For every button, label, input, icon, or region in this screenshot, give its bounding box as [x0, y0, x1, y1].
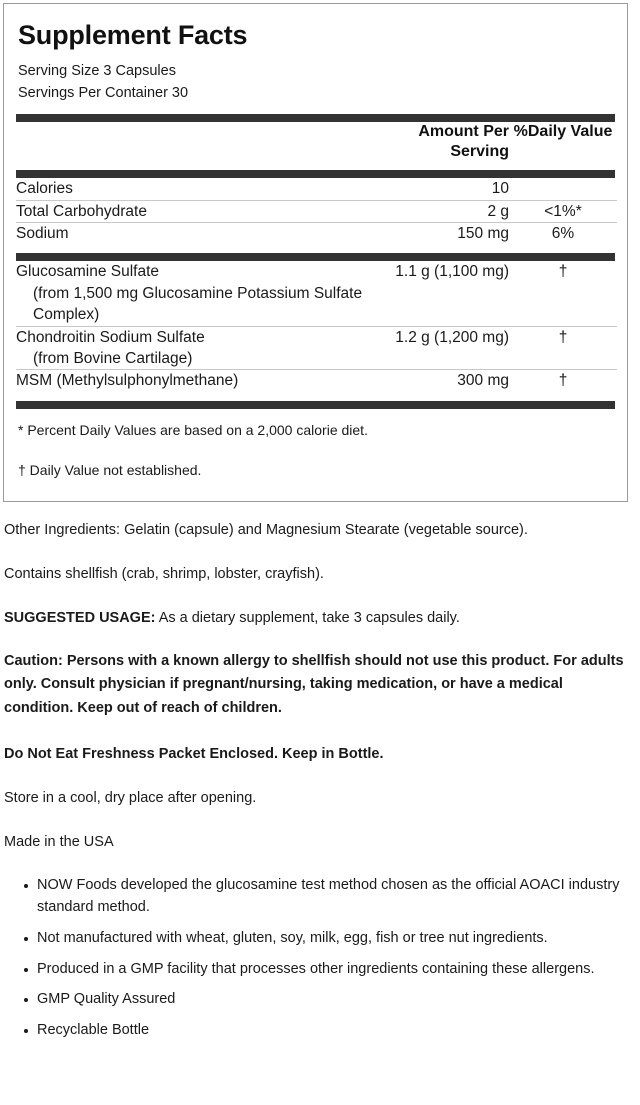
nutrient-name: MSM (Methylsulphonylmethane): [16, 370, 384, 392]
table-row: [16, 223, 617, 245]
nutrient-daily-value: <1%*: [509, 200, 617, 222]
nutrient-name-source: (from Bovine Cartilage): [33, 349, 193, 367]
supplement-facts-panel: [3, 3, 628, 502]
storage-text: Store in a cool, dry place after opening.: [4, 790, 257, 807]
nutrient-name-main: Glucosamine Sulfate: [16, 263, 160, 281]
nutrient-name-source: (from 1,500 mg Glucosamine Potassium Sulfate Complex): [33, 284, 363, 324]
list-item: Not manufactured with wheat, gluten, soy, milk, egg, fish or tree nut ingredients.: [37, 928, 629, 950]
header-spacer: [16, 122, 384, 161]
suggested-usage-detail: As a dietary supplement, take 3 capsules daily.: [155, 609, 460, 626]
nutrient-daily-value: †: [509, 326, 617, 370]
nutrient-name-main: Chondroitin Sodium Sulfate: [16, 328, 205, 346]
other-ingredients-text: Other Ingredients: Gelatin (capsule) and Magnesium Stearate (vegetable source).: [4, 521, 528, 538]
made-in-usa-text: Made in the USA: [4, 834, 114, 851]
caution-text: Caution: Persons with a known allergy to shellfish should not use this product. For adults only. Consult physician if pregnant/nursing, taking medication, or have a medical condition. Keep out of reach of children.: [4, 652, 624, 716]
footnote-dagger: † Daily Value not established.: [18, 461, 202, 478]
suggested-usage-label: SUGGESTED USAGE:: [4, 609, 156, 626]
list-item: Recyclable Bottle: [37, 1020, 629, 1042]
table-row: [16, 261, 617, 326]
serving-size-text: Serving Size 3 Capsules: [18, 63, 176, 80]
nutrition-table-basic: [16, 178, 617, 244]
nutrient-name: Calories: [16, 180, 73, 198]
nutrient-name: Sodium: [16, 223, 384, 245]
list-item: NOW Foods developed the glucosamine test method chosen as the official AOACI industry standard method.: [37, 875, 629, 919]
nutrient-name: [16, 326, 384, 370]
label-body-copy: [3, 519, 637, 1042]
nutrition-table-actives: [16, 261, 617, 391]
nutrient-daily-value: †: [558, 263, 568, 281]
page-title: Supplement Facts: [18, 20, 248, 50]
table-row: [16, 200, 617, 222]
header-amount-per-serving: Amount Per Serving: [418, 123, 509, 160]
contains-allergen-text: Contains shellfish (crab, shrimp, lobster, crayfish).: [4, 565, 324, 582]
servings-per-container-text: Servings Per Container 30: [18, 85, 189, 102]
nutrient-amount: 300 mg: [384, 370, 509, 392]
nutrient-name: [16, 261, 384, 326]
nutrient-amount: 150 mg: [384, 223, 509, 245]
nutrient-amount: 1.2 g (1,200 mg): [384, 326, 509, 370]
nutrient-name: Total Carbohydrate: [16, 200, 384, 222]
table-header-row: [16, 122, 617, 161]
list-item: Produced in a GMP facility that processes other ingredients containing these allergens.: [37, 959, 629, 981]
freshness-packet-text: Do Not Eat Freshness Packet Enclosed. Keep in Bottle.: [4, 746, 384, 763]
footnote-daily-value-basis: * Percent Daily Values are based on a 2,000 calorie diet.: [18, 421, 368, 438]
nutrient-daily-value: [509, 178, 617, 200]
divider-thick-bottom: [16, 401, 615, 409]
footnotes: [16, 409, 615, 491]
table-row: [16, 370, 617, 392]
divider-thick-actives: [16, 253, 615, 261]
suggested-usage-text: [4, 607, 629, 629]
claims-list: [4, 875, 629, 1042]
nutrient-amount: 10: [491, 180, 509, 198]
table-row: [16, 326, 617, 370]
header-daily-value: %Daily Value: [513, 123, 613, 141]
nutrient-amount: 2 g: [384, 200, 509, 222]
divider-thick-mid: [16, 170, 615, 178]
nutrient-amount: 1.1 g (1,100 mg): [395, 263, 509, 281]
table-row: [16, 178, 617, 200]
nutrient-daily-value: †: [509, 370, 617, 392]
nutrient-daily-value: 6%: [509, 223, 617, 245]
nutrition-table: [16, 122, 617, 161]
divider-thick-top: [16, 114, 615, 122]
list-item: GMP Quality Assured: [37, 989, 629, 1011]
